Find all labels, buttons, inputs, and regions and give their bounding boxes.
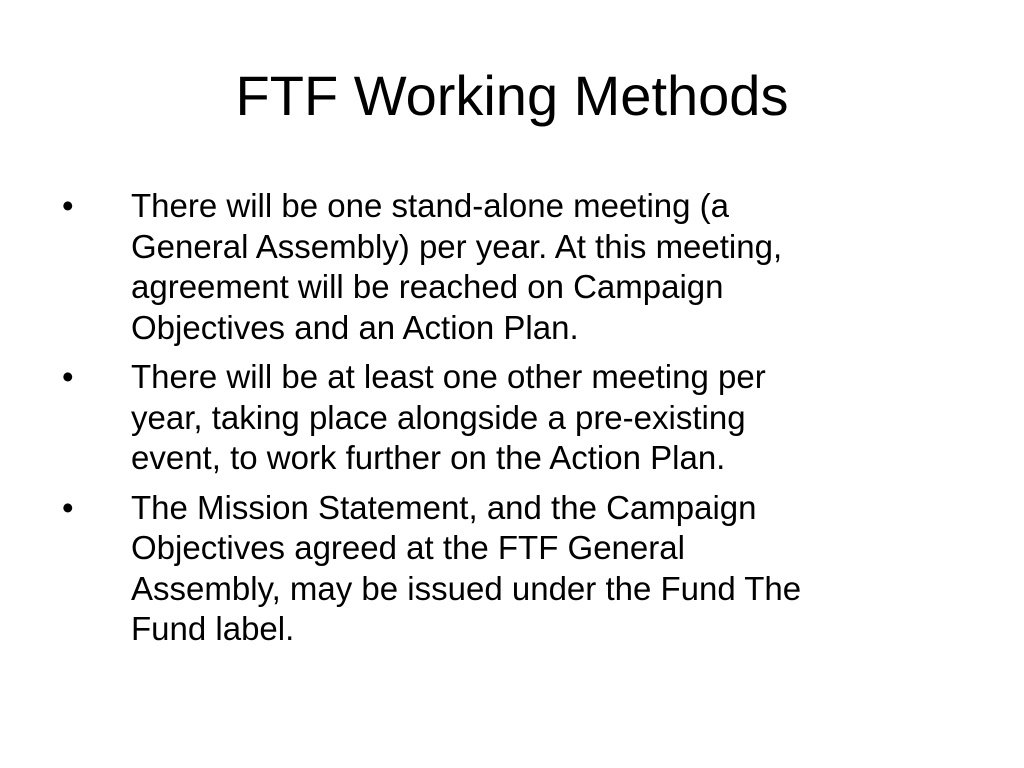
bullet-item [62,488,972,650]
bullet-item [62,357,972,479]
bullet-marker: • [62,187,74,224]
bullet-text: There will be one stand-alone meeting (a General Assembly) per year. At this meeting, agreement will be reached on Campaign Objectives and an Action Plan. [131,187,783,346]
bullet-list [62,186,972,659]
bullet-marker: • [62,488,74,526]
bullet-item [62,186,972,348]
bullet-text: There will be at least one other meeting per year, taking place alongside a pre-existing event, to work further on the Action Plan. [131,358,766,476]
slide-title: FTF Working Methods [235,64,789,127]
bullet-text: The Mission Statement, and the Campaign Objectives agreed at the FTF General Assembly, may be issued under the Fund The Fund label. [131,488,802,647]
bullet-marker: • [62,358,74,395]
